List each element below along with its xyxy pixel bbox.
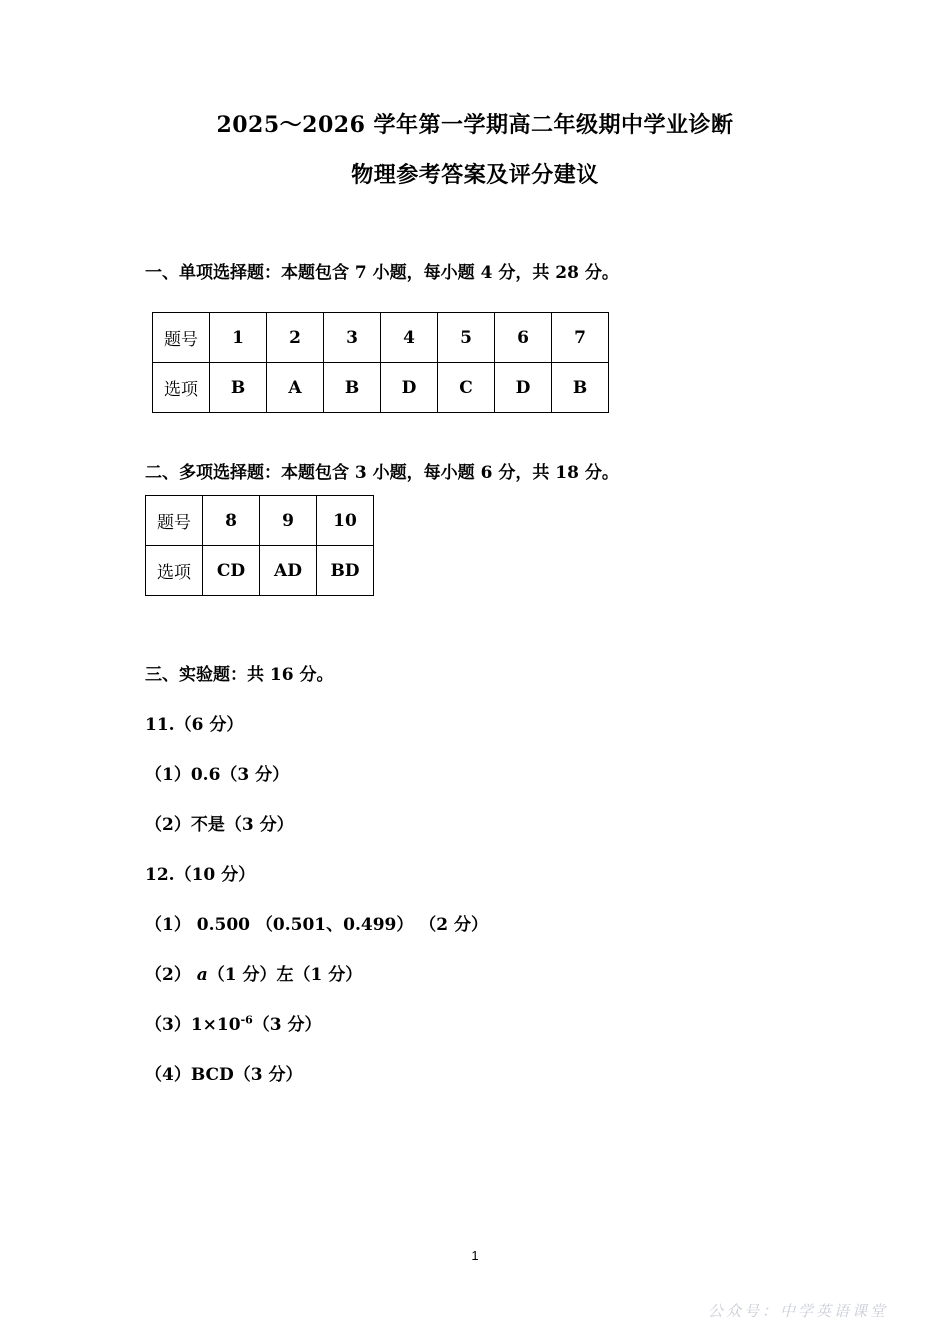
question-12-item-4: （4）BCD（3 分） bbox=[145, 1065, 303, 1085]
watermark: 公众号：中学英语课堂 bbox=[708, 1302, 889, 1320]
exponent: -6 bbox=[240, 1013, 253, 1027]
multiple-choice-answer-table bbox=[145, 495, 374, 596]
row-label-answer: 选项 bbox=[146, 546, 203, 596]
question-12-item-3 bbox=[145, 1010, 322, 1035]
question-number: 9 bbox=[260, 496, 317, 546]
answer-cell: CD bbox=[203, 546, 260, 596]
question-number: 5 bbox=[438, 313, 495, 363]
answer-cell: D bbox=[495, 363, 552, 413]
table-row bbox=[146, 546, 374, 596]
row-label-number: 题号 bbox=[146, 496, 203, 546]
question-number: 6 bbox=[495, 313, 552, 363]
question-11-item-1: （1）0.6（3 分） bbox=[145, 765, 290, 785]
question-number: 2 bbox=[267, 313, 324, 363]
section1-heading: 一、单项选择题：本题包含 7 小题，每小题 4 分，共 28 分。 bbox=[145, 263, 619, 283]
question-number: 7 bbox=[552, 313, 609, 363]
question-12-title: 12.（10 分） bbox=[145, 865, 256, 885]
answer-cell: AD bbox=[260, 546, 317, 596]
document-subtitle: 物理参考答案及评分建议 bbox=[351, 162, 599, 188]
question-11-item-2: （2）不是（3 分） bbox=[145, 815, 294, 835]
item-prefix: （3）1×10 bbox=[145, 1015, 241, 1035]
answer-cell: BD bbox=[317, 546, 374, 596]
item-suffix: （1 分）左（1 分） bbox=[207, 965, 363, 985]
single-choice-answer-table bbox=[152, 312, 609, 413]
question-number: 8 bbox=[203, 496, 260, 546]
question-12-item-1: （1） 0.500 （0.501、0.499） （2 分） bbox=[145, 915, 489, 935]
answer-cell: A bbox=[267, 363, 324, 413]
table-row bbox=[153, 363, 609, 413]
section3-heading: 三、实验题：共 16 分。 bbox=[145, 665, 334, 685]
answer-cell: D bbox=[381, 363, 438, 413]
row-label-answer: 选项 bbox=[153, 363, 210, 413]
table-row bbox=[146, 496, 374, 546]
section2-heading: 二、多项选择题：本题包含 3 小题，每小题 6 分，共 18 分。 bbox=[145, 463, 619, 483]
answer-cell: C bbox=[438, 363, 495, 413]
variable-a: a bbox=[196, 965, 208, 985]
question-number: 1 bbox=[210, 313, 267, 363]
answer-cell: B bbox=[210, 363, 267, 413]
page-number: 1 bbox=[471, 1248, 479, 1263]
answer-cell: B bbox=[552, 363, 609, 413]
document-title: 2025～2026 学年第一学期高二年级期中学业诊断 bbox=[216, 112, 734, 138]
question-11-title: 11.（6 分） bbox=[145, 715, 244, 735]
answer-cell: B bbox=[324, 363, 381, 413]
item-suffix: （3 分） bbox=[252, 1015, 322, 1035]
question-number: 4 bbox=[381, 313, 438, 363]
question-number: 10 bbox=[317, 496, 374, 546]
question-number: 3 bbox=[324, 313, 381, 363]
question-12-item-2 bbox=[145, 960, 362, 985]
table-row bbox=[153, 313, 609, 363]
row-label-number: 题号 bbox=[153, 313, 210, 363]
item-prefix: （2） bbox=[145, 965, 197, 985]
